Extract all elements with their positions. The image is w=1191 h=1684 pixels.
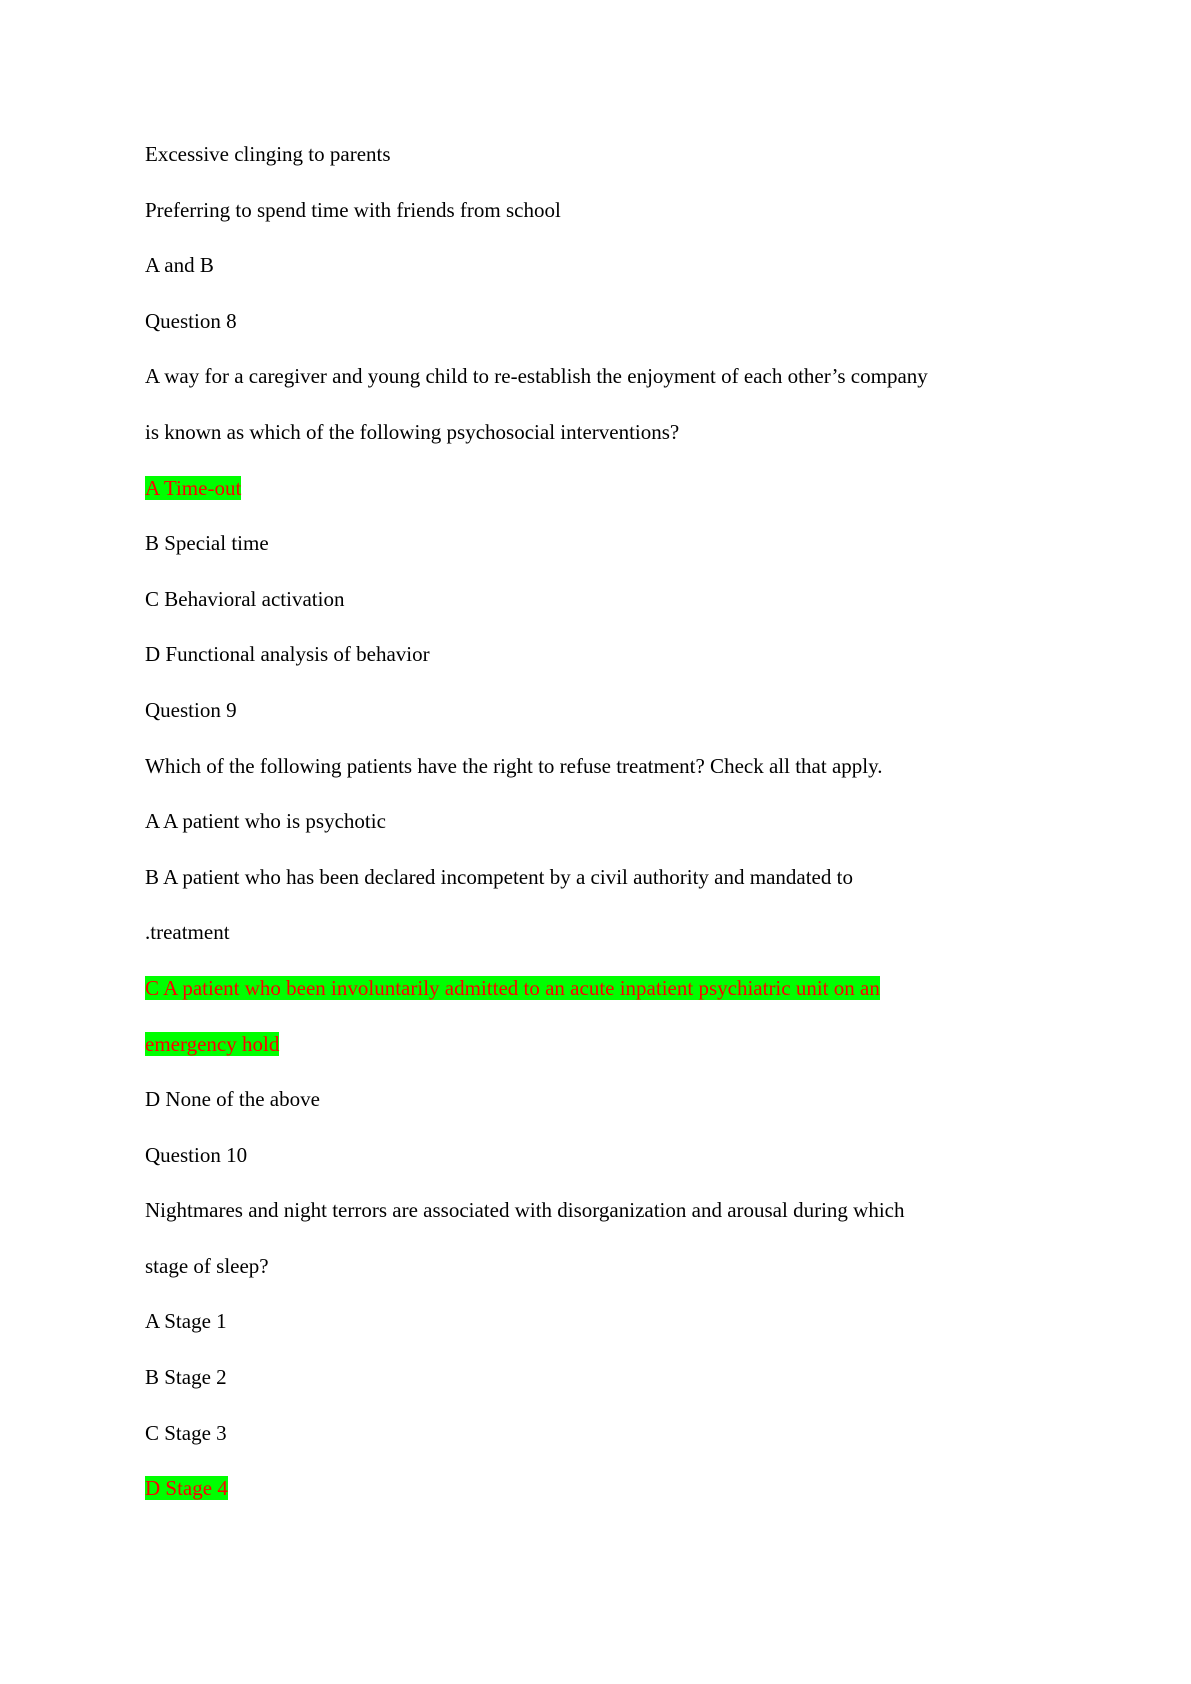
line-text: A A patient who is psychotic <box>145 809 386 834</box>
line-text: B A patient who has been declared incompetent by a civil authority and mandated to <box>145 864 853 889</box>
line-text: Nightmares and night terrors are associated with disorganization and arousal during which <box>145 1198 905 1223</box>
option-line <box>145 1365 1065 1389</box>
line-text: Question 8 <box>145 308 237 333</box>
option-line <box>145 253 1065 277</box>
highlighted-answer: A Time-out <box>145 475 242 500</box>
option-line <box>145 976 1065 1000</box>
option-line <box>145 1032 1065 1056</box>
option-line <box>145 920 1065 944</box>
highlighted-answer: C A patient who been involuntarily admitted to an acute inpatient psychiatric unit on an <box>145 975 880 1000</box>
line-text: is known as which of the following psychosocial interventions? <box>145 419 680 444</box>
question-heading <box>145 1143 1065 1167</box>
option-line <box>145 531 1065 555</box>
question-text <box>145 754 1065 778</box>
line-text: D None of the above <box>145 1087 320 1112</box>
option-line <box>145 1421 1065 1445</box>
question-text <box>145 1254 1065 1278</box>
line-text: Question 9 <box>145 697 237 722</box>
line-text: Excessive clinging to parents <box>145 142 391 166</box>
question-text <box>145 1198 1065 1222</box>
option-line <box>145 809 1065 833</box>
question-heading <box>145 698 1065 722</box>
line-text: Preferring to spend time with friends from school <box>145 197 561 222</box>
question-text <box>145 420 1065 444</box>
line-text: A Stage 1 <box>145 1309 227 1334</box>
option-line <box>145 642 1065 666</box>
document-body <box>145 142 1065 1532</box>
line-text: A and B <box>145 253 214 278</box>
line-text: Question 10 <box>145 1142 248 1167</box>
line-text: Which of the following patients have the right to refuse treatment? Check all that apply. <box>145 753 883 778</box>
line-text: stage of sleep? <box>145 1253 269 1278</box>
line-text: D Functional analysis of behavior <box>145 642 430 667</box>
line-text: C Stage 3 <box>145 1420 227 1445</box>
highlighted-answer: D Stage 4 <box>145 1476 228 1501</box>
line-text: .treatment <box>145 920 230 945</box>
option-line <box>145 865 1065 889</box>
line-text: C Behavioral activation <box>145 586 345 611</box>
option-line <box>145 1309 1065 1333</box>
highlighted-answer: emergency hold <box>145 1031 280 1056</box>
option-line <box>145 587 1065 611</box>
option-line <box>145 1476 1065 1500</box>
option-line <box>145 1087 1065 1111</box>
question-heading <box>145 309 1065 333</box>
line-text: B Stage 2 <box>145 1365 227 1390</box>
option-line <box>145 476 1065 500</box>
line-text: A way for a caregiver and young child to re-establish the enjoyment of each other’s company <box>145 364 928 389</box>
line-text: B Special time <box>145 531 269 556</box>
option-line <box>145 198 1065 222</box>
option-line <box>145 142 1065 166</box>
question-text <box>145 364 1065 388</box>
